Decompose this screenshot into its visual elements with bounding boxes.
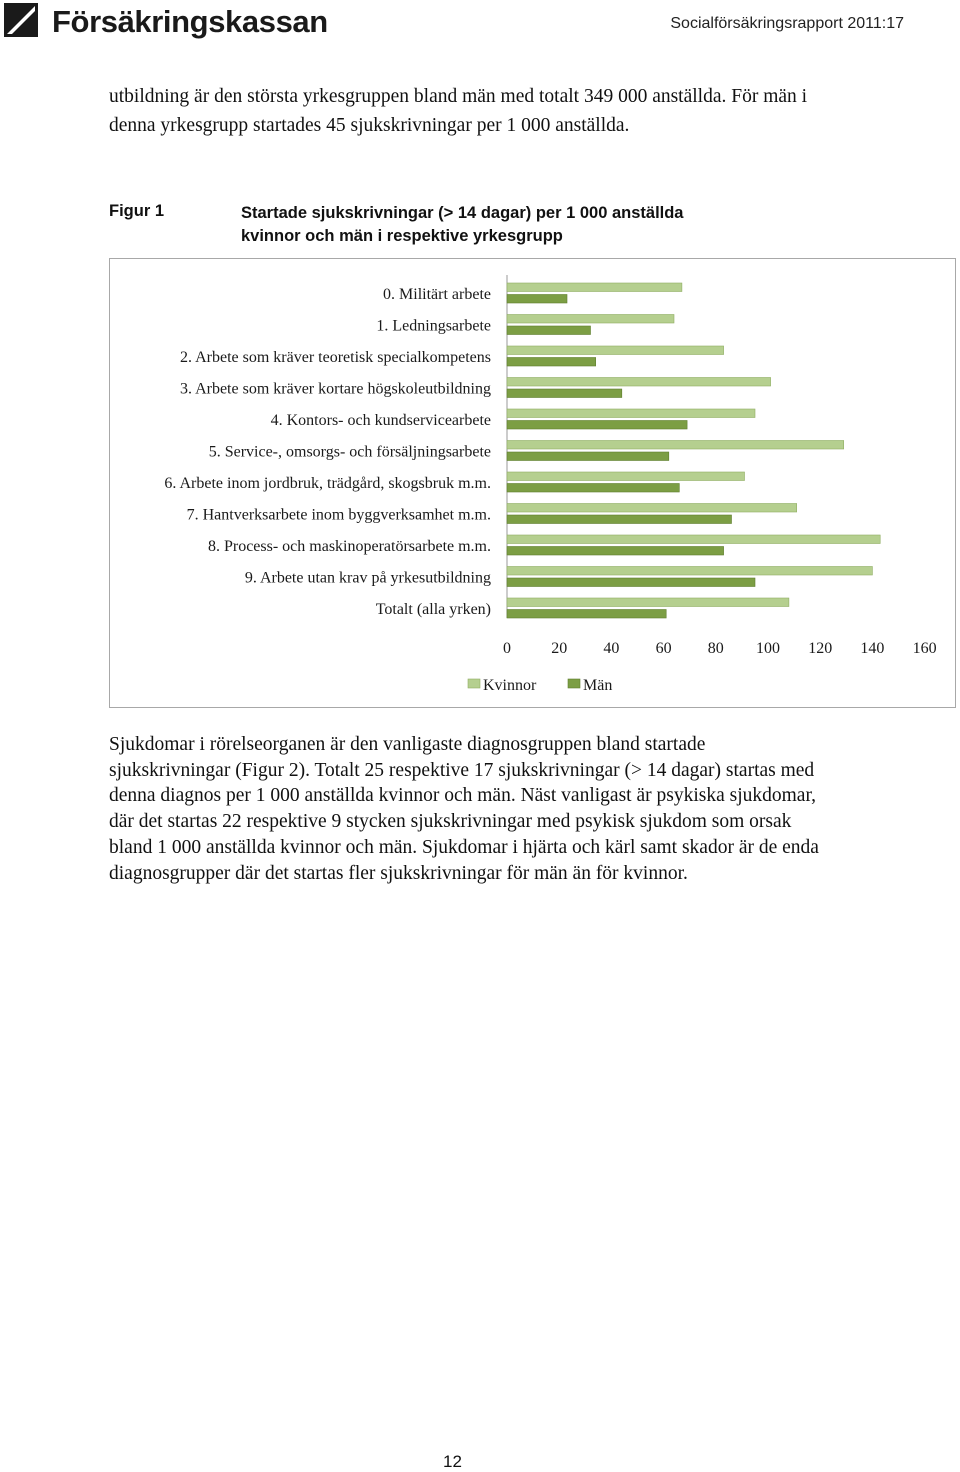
forsakringskassan-logo-icon (3, 2, 39, 38)
page-header (0, 0, 960, 60)
bar-man (507, 578, 755, 587)
bar-kvinnor (507, 535, 880, 544)
x-tick-label: 140 (860, 640, 885, 657)
x-tick-label: 40 (603, 640, 620, 657)
page-number: 12 (443, 1452, 462, 1471)
legend-swatch-man (568, 679, 580, 688)
brand-name: Försäkringskassan (52, 4, 328, 39)
bar-man (507, 515, 732, 524)
category-label: 5. Service-, omsorgs- och försäljningsarbete (208, 443, 491, 461)
bar-man (507, 610, 666, 619)
category-label: 2. Arbete som kräver teoretisk specialkompetens (179, 349, 491, 366)
bar-kvinnor (507, 315, 674, 324)
legend-swatch-kvinnor (468, 679, 480, 688)
x-tick-label: 0 (503, 640, 511, 657)
bar-man (507, 421, 687, 430)
intro-paragraph: utbildning är den största yrkesgruppen bland män med totalt 349 000 anställda. För män i denna yrkesgrupp startades 45 sjukskrivningar per 1 000 anställda. (109, 86, 808, 136)
bar-man (507, 484, 679, 493)
category-label: 4. Kontors- och kundservicearbete (270, 412, 491, 429)
bar-kvinnor (507, 598, 789, 607)
figure-title-line-1: Startade sjukskrivningar (> 14 dagar) per 1 000 anställda (241, 204, 684, 222)
bar-kvinnor (507, 346, 724, 355)
category-label: 3. Arbete som kräver kortare högskoleutbildning (179, 380, 491, 398)
bar-man (507, 452, 669, 461)
x-tick-label: 20 (551, 640, 568, 657)
bar-chart (110, 259, 955, 707)
report-reference: Socialförsäkringsrapport 2011:17 (670, 15, 904, 32)
body-paragraph: Sjukdomar i rörelseorganen är den vanligaste diagnosgruppen bland startade sjukskrivningar (Figur 2). Totalt 25 respektive 17 sjukskrivningar (> 14 dagar) startas med denna diagnos per 1 000 anställda kvinnor och män. Näst vanligast är psykiska sjukdomar, där det startas 22 respektive 9 stycken sjukskrivningar med psykisk sjukdom som orsak bland 1 000 anställda kvinnor och män. Sjukdomar i hjärta och kärl samt skador är de enda diagnosgrupper där det startas fler sjukskrivningar för män än för kvinnor. (109, 734, 819, 884)
bar-man (507, 389, 622, 398)
bar-kvinnor (507, 472, 745, 481)
category-label: 9. Arbete utan krav på yrkesutbildning (244, 569, 491, 587)
category-label: 0. Militärt arbete (383, 286, 491, 303)
x-tick-label: 100 (756, 640, 780, 657)
bar-man (507, 358, 596, 367)
category-label: 7. Hantverksarbete inom byggverksamhet m.m. (186, 506, 491, 524)
x-tick-label: 120 (808, 640, 833, 657)
x-tick-label: 160 (912, 640, 937, 657)
bar-man (507, 547, 724, 556)
legend-label-man: Män (583, 677, 613, 694)
category-label: 6. Arbete inom jordbruk, trädgård, skogsbruk m.m. (164, 475, 491, 492)
legend-label-kvinnor: Kvinnor (483, 677, 537, 694)
bar-man (507, 295, 567, 304)
chart-frame (109, 258, 956, 708)
figure-title-line-2: kvinnor och män i respektive yrkesgrupp (241, 227, 563, 245)
bar-kvinnor (507, 283, 682, 292)
x-tick-label: 60 (655, 640, 672, 657)
figure-title (241, 202, 841, 248)
bar-kvinnor (507, 441, 844, 450)
bar-kvinnor (507, 378, 771, 387)
x-tick-label: 80 (707, 640, 724, 657)
category-label: 1. Ledningsarbete (376, 317, 491, 335)
bar-kvinnor (507, 567, 872, 576)
figure-label: Figur 1 (109, 202, 165, 220)
bar-man (507, 326, 591, 335)
bar-kvinnor (507, 504, 797, 513)
category-label: Totalt (alla yrken) (375, 601, 491, 618)
category-label: 8. Process- och maskinoperatörsarbete m.m. (207, 538, 491, 555)
bar-kvinnor (507, 409, 755, 418)
